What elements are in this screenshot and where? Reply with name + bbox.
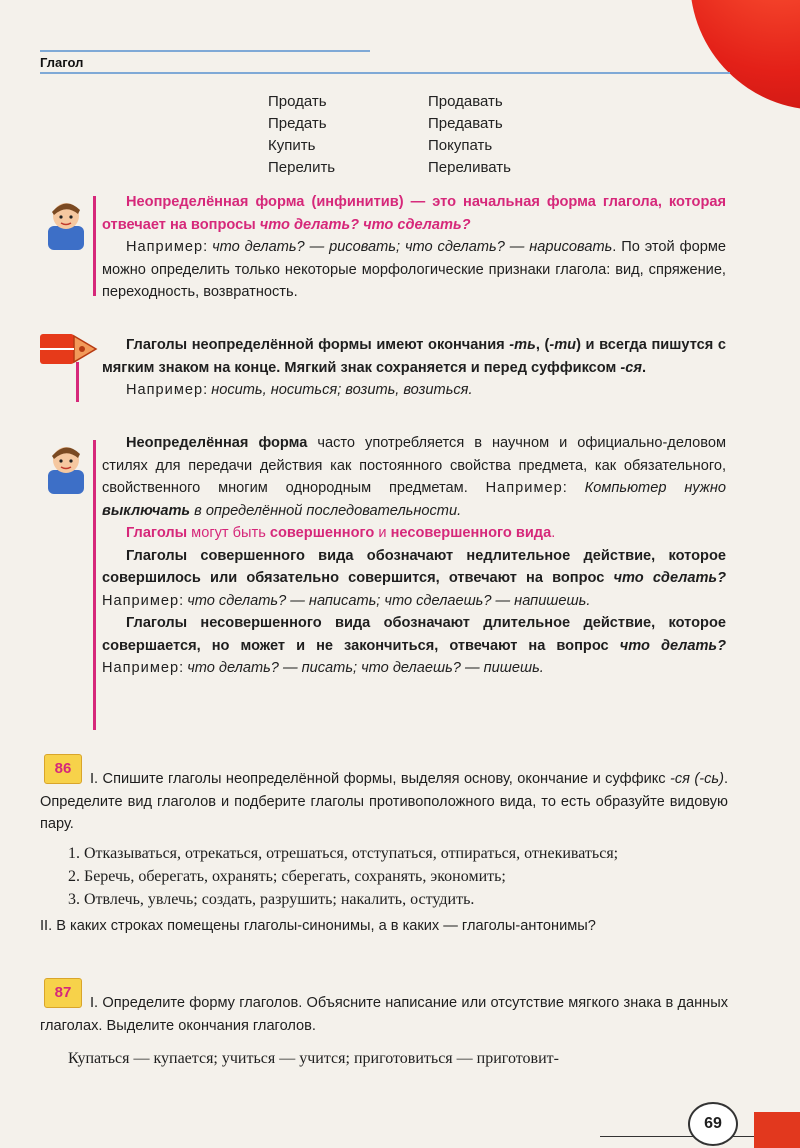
corner-decoration xyxy=(690,0,800,110)
definition-text: Неопределённая форма (инфинитив) — это начальная форма глагола, которая отвечает на вопросы xyxy=(102,194,726,233)
exercise-line: 1. Отказываться, отрекаться, отрешаться, отступаться, отпираться, отнекиваться; xyxy=(68,844,619,862)
term: Глаголы xyxy=(126,525,188,541)
term: совершенного xyxy=(269,525,375,541)
spelling-rule: Глаголы неопределённой формы имеют окончания -ть, (-ти) и всегда пишутся с мягким знаком на конце. Мягкий знак сохраняется и перед суффиксом -ся. Например: носить, носиться; возить, возиться. xyxy=(102,337,726,398)
description-text: могут быть xyxy=(187,525,270,541)
block-divider xyxy=(93,440,96,730)
example-text: что делать? — писать; что делаешь? — пишешь. xyxy=(187,660,544,676)
verb: Продавать xyxy=(428,93,503,110)
suffix: -ся xyxy=(620,359,642,376)
exercise-number: 87 xyxy=(44,978,82,1008)
verb-column-right xyxy=(428,91,511,179)
header-underline xyxy=(40,72,730,74)
example-label: Например xyxy=(126,239,204,255)
exercise-number: 86 xyxy=(44,754,82,784)
task-text: II. В каких строках помещены глаголы-синонимы, а в каких — глаголы-антонимы? xyxy=(40,917,596,934)
description-text: и xyxy=(374,525,391,541)
perfective-rule: Глаголы совершенного вида обозначают недлительное действие, которое совершилось или обязательно совершится, отвечают на вопрос xyxy=(102,547,726,586)
usage-and-aspect: Неопределённая форма часто употребляется в научном и официально-деловом стилях для передачи действия как постоянного свойства предмета, как обязательного, свойственного многим однородным предметам. Например: Компьютер нужно выключать в определённой последовательности. Глаголы могут быть совершенного и несовершенного вида. Глаголы совершенного вида обозначают недлительное действие, которое совершилось или обязательно совершится, отвечают на вопрос что сделать? Например: что сделать? — написать; что сделаешь? — напишешь. Глаголы несовершенного вида обозначают длительное действие, которое совершается, но может и не закончиться, отвечают на вопрос что делать? Например: что делать? — писать; что делаешь? — пишешь. xyxy=(102,435,727,676)
imperfective-rule: Глаголы несовершенного вида обозначают длительное действие, которое совершается, но может и не закончиться, отвечают на вопрос xyxy=(102,615,726,654)
ending: -ти xyxy=(549,337,577,353)
verb: Купить xyxy=(268,137,316,154)
verb: Предавать xyxy=(428,115,503,132)
verb: Покупать xyxy=(428,137,493,154)
exercise-87 xyxy=(40,992,728,1070)
pen-icon xyxy=(38,322,100,382)
student-icon xyxy=(42,440,90,496)
page-number: 69 xyxy=(688,1102,738,1146)
rule-question: что делать? xyxy=(619,637,727,654)
task-text: . Определите вид глаголов и подберите глаголы противоположного вида, то есть образуйте видовую пару. xyxy=(40,771,728,832)
corner-decoration-bottom xyxy=(754,1112,800,1148)
example-label: Например xyxy=(102,660,180,676)
verb-column-left xyxy=(268,91,335,179)
header-rule xyxy=(40,50,370,52)
example-highlight: выключать xyxy=(102,502,191,519)
example-label: Например xyxy=(102,592,180,609)
verb: Переливать xyxy=(428,159,511,176)
ending: -ть xyxy=(509,337,536,353)
example-label: Например xyxy=(126,382,204,398)
suffix: -ся (-сь) xyxy=(670,771,724,787)
rule-question: что сделать? xyxy=(613,570,726,586)
block-divider xyxy=(93,196,96,296)
task-text: I. Определите форму глаголов. Объясните написание или отсутствие мягкого знака в данных глаголах. Выделите окончания глаголов. xyxy=(40,995,728,1034)
block-divider xyxy=(76,362,79,402)
section-title: Глагол xyxy=(40,55,84,70)
verb: Продать xyxy=(268,93,327,110)
verb: Перелить xyxy=(268,159,336,176)
exercise-line: 2. Беречь, оберегать, охранять; сберегать, сохранять, экономить; xyxy=(68,867,506,885)
exercise-line: Купаться — купается; учиться — учится; приготовиться — приготовит- xyxy=(68,1050,559,1067)
example-text: носить, носиться; возить, возиться. xyxy=(211,382,473,398)
task-text: I. Спишите глаголы неопределённой формы, выделяя основу, окончание и суффикс xyxy=(90,771,671,787)
rule-text: Глаголы неопределённой формы имеют окончания xyxy=(126,337,510,353)
definition-questions: что делать? что сделать? xyxy=(259,216,471,233)
student-icon xyxy=(42,196,90,252)
description-text: часто употребляется в научном и официально-деловом стилях для передачи действия как постоянного свойства предмета, как обязательного, свойственного многим однородным предметам. xyxy=(102,435,726,496)
description-text: . По этой форме можно определить только некоторые морфологические признаки глагола: вид, спряжение, переходность, возвратность. xyxy=(102,239,726,300)
punctuation: , ( xyxy=(535,337,550,353)
example-text: в определённой последовательности. xyxy=(190,502,462,519)
example-text: что делать? — рисовать; что сделать? — нарисовать xyxy=(212,239,613,255)
exercise-line: 3. Отвлечь, увлечь; создать, разрушить; накалить, остудить. xyxy=(68,890,475,908)
rule-text: ) и всегда пишутся с мягким знаком на конце. Мягкий знак сохраняется и перед суффиксом xyxy=(102,337,726,376)
punctuation: . xyxy=(551,525,556,541)
verb: Предать xyxy=(268,115,327,132)
exercise-86 xyxy=(40,768,728,937)
example-text: что сделать? — написать; что сделаешь? — напишешь. xyxy=(187,592,591,609)
infinitive-definition: Неопределённая форма (инфинитив) — это начальная форма глагола, которая отвечает на вопросы что делать? что сделать? Например: что делать? — рисовать; что сделать? — нарисовать. По этой форме можно определить только некоторые морфологические признаки глагола: вид, спряжение, переходность, возвратность. xyxy=(102,194,726,300)
punctuation: . xyxy=(641,359,647,376)
example-text: Компьютер нужно xyxy=(584,480,726,496)
term: Неопределённая форма xyxy=(126,435,308,451)
term: несовершенного вида xyxy=(390,525,552,541)
example-label: Например xyxy=(485,480,563,496)
